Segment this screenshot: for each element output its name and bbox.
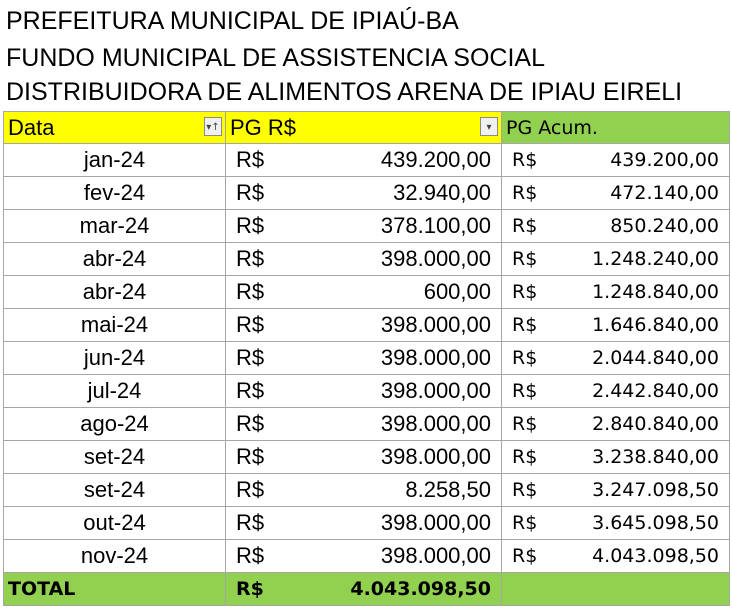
pg-currency: R$ — [236, 213, 265, 238]
acum-cell[interactable] — [502, 408, 730, 441]
total-label: TOTAL — [8, 578, 76, 600]
total-row — [4, 573, 730, 606]
column-header-data[interactable] — [4, 112, 226, 144]
acum-currency: R$ — [512, 347, 538, 369]
table-row — [4, 342, 730, 375]
pg-currency: R$ — [236, 411, 265, 436]
date-cell[interactable]: abr-24 — [4, 243, 226, 276]
pg-currency: R$ — [236, 246, 265, 271]
date-cell[interactable]: fev-24 — [4, 177, 226, 210]
pg-value: 398.000,00 — [380, 312, 491, 337]
column-header-data-label: Data — [8, 114, 55, 140]
date-cell[interactable]: jun-24 — [4, 342, 226, 375]
pg-cell[interactable] — [226, 210, 502, 243]
acum-cell[interactable] — [502, 441, 730, 474]
table-row — [4, 276, 730, 309]
acum-cell[interactable] — [502, 540, 730, 573]
date-cell[interactable]: ago-24 — [4, 408, 226, 441]
total-acum-cell[interactable] — [502, 573, 730, 606]
acum-value: 2.840.840,00 — [592, 413, 719, 435]
pg-value: 8.258,50 — [405, 477, 491, 502]
pg-currency: R$ — [236, 180, 265, 205]
acum-currency: R$ — [512, 380, 538, 402]
acum-currency: R$ — [512, 446, 538, 468]
table-row — [4, 441, 730, 474]
pg-cell[interactable] — [226, 540, 502, 573]
acum-cell[interactable] — [502, 342, 730, 375]
pg-cell[interactable] — [226, 408, 502, 441]
acum-currency: R$ — [512, 413, 538, 435]
pg-cell[interactable] — [226, 507, 502, 540]
pg-currency: R$ — [236, 345, 265, 370]
table-row — [4, 144, 730, 177]
pg-value: 398.000,00 — [380, 411, 491, 436]
sort-filter-icon[interactable]: ▾↑ — [204, 117, 222, 136]
date-cell[interactable]: jul-24 — [4, 375, 226, 408]
pg-value: 398.000,00 — [380, 510, 491, 535]
pg-currency: R$ — [236, 477, 265, 502]
header-line-3: DISTRIBUIDORA DE ALIMENTOS ARENA DE IPIAU EIRELI — [6, 78, 683, 106]
acum-currency: R$ — [512, 545, 538, 567]
date-cell[interactable]: out-24 — [4, 507, 226, 540]
table-row — [4, 474, 730, 507]
table-row — [4, 408, 730, 441]
pg-cell[interactable] — [226, 342, 502, 375]
acum-value: 439.200,00 — [610, 149, 719, 171]
pg-cell[interactable] — [226, 375, 502, 408]
pg-cell[interactable] — [226, 177, 502, 210]
column-header-pg-label: PG R$ — [230, 114, 297, 140]
pg-currency: R$ — [236, 543, 265, 568]
pg-cell[interactable] — [226, 474, 502, 507]
pg-cell[interactable] — [226, 276, 502, 309]
acum-currency: R$ — [512, 479, 538, 501]
header-line-1: PREFEITURA MUNICIPAL DE IPIAÚ-BA — [6, 7, 459, 35]
acum-currency: R$ — [512, 248, 538, 270]
acum-value: 2.442.840,00 — [592, 380, 719, 402]
dropdown-filter-icon[interactable]: ▾ — [480, 117, 498, 136]
header-row — [4, 112, 730, 144]
date-cell[interactable]: set-24 — [4, 474, 226, 507]
pg-value: 439.200,00 — [380, 147, 491, 172]
acum-currency: R$ — [512, 215, 538, 237]
acum-currency: R$ — [512, 182, 538, 204]
acum-value: 1.248.840,00 — [592, 281, 719, 303]
acum-cell[interactable] — [502, 177, 730, 210]
header-line-2: FUNDO MUNICIPAL DE ASSISTENCIA SOCIAL — [6, 44, 546, 72]
pg-value: 378.100,00 — [380, 213, 491, 238]
acum-cell[interactable] — [502, 474, 730, 507]
acum-value: 3.238.840,00 — [592, 446, 719, 468]
column-header-pg[interactable] — [226, 112, 502, 144]
table-row — [4, 375, 730, 408]
total-value-cell[interactable] — [226, 573, 502, 606]
acum-cell[interactable] — [502, 243, 730, 276]
table-row — [4, 243, 730, 276]
date-cell[interactable]: abr-24 — [4, 276, 226, 309]
table-row — [4, 507, 730, 540]
table-row — [4, 177, 730, 210]
pg-cell[interactable] — [226, 441, 502, 474]
pg-cell[interactable] — [226, 144, 502, 177]
total-currency: R$ — [236, 578, 264, 600]
acum-currency: R$ — [512, 512, 538, 534]
column-header-acum-label: PG Acum. — [506, 116, 598, 139]
pg-value: 600,00 — [423, 279, 491, 304]
table-row — [4, 309, 730, 342]
total-label-cell[interactable] — [4, 573, 226, 606]
acum-value: 4.043.098,50 — [592, 545, 719, 567]
pg-value: 398.000,00 — [380, 246, 491, 271]
acum-value: 2.044.840,00 — [592, 347, 719, 369]
payments-table — [3, 111, 730, 606]
date-cell[interactable]: set-24 — [4, 441, 226, 474]
acum-cell[interactable] — [502, 144, 730, 177]
acum-currency: R$ — [512, 149, 538, 171]
acum-value: 472.140,00 — [610, 182, 719, 204]
date-cell[interactable]: nov-24 — [4, 540, 226, 573]
table-row — [4, 210, 730, 243]
acum-cell[interactable] — [502, 276, 730, 309]
date-cell[interactable]: jan-24 — [4, 144, 226, 177]
pg-value: 398.000,00 — [380, 345, 491, 370]
acum-value: 1.248.240,00 — [592, 248, 719, 270]
acum-value: 3.247.098,50 — [592, 479, 719, 501]
acum-currency: R$ — [512, 281, 538, 303]
column-header-acum[interactable] — [502, 112, 730, 144]
date-cell[interactable]: mai-24 — [4, 309, 226, 342]
pg-currency: R$ — [236, 378, 265, 403]
acum-cell[interactable] — [502, 375, 730, 408]
table-row — [4, 540, 730, 573]
pg-currency: R$ — [236, 147, 265, 172]
pg-currency: R$ — [236, 444, 265, 469]
pg-currency: R$ — [236, 279, 265, 304]
pg-value: 398.000,00 — [380, 378, 491, 403]
acum-cell[interactable] — [502, 507, 730, 540]
pg-currency: R$ — [236, 312, 265, 337]
acum-value: 1.646.840,00 — [592, 314, 719, 336]
acum-cell[interactable] — [502, 210, 730, 243]
pg-value: 398.000,00 — [380, 543, 491, 568]
pg-cell[interactable] — [226, 309, 502, 342]
pg-currency: R$ — [236, 510, 265, 535]
pg-cell[interactable] — [226, 243, 502, 276]
pg-value: 32.940,00 — [393, 180, 491, 205]
pg-value: 398.000,00 — [380, 444, 491, 469]
total-value: 4.043.098,50 — [350, 578, 491, 600]
acum-value: 850.240,00 — [610, 215, 719, 237]
acum-value: 3.645.098,50 — [592, 512, 719, 534]
date-cell[interactable]: mar-24 — [4, 210, 226, 243]
acum-currency: R$ — [512, 314, 538, 336]
acum-cell[interactable] — [502, 309, 730, 342]
